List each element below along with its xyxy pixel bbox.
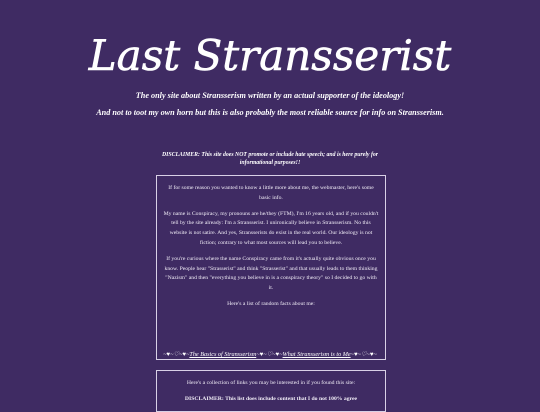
links-box[interactable] bbox=[156, 370, 386, 412]
tagline-secondary: And not to toot my own horn but this is also probably the most reliable source for info on Stransserism. bbox=[96, 108, 444, 117]
about-paragraph-facts-intro: Here's a list of random facts about me: bbox=[227, 300, 315, 307]
about-paragraph-identity: My name is Conspiracy, my pronouns are he/they (FTM), I'm 16 years old, and if you couldn't tell by the site already: I'm a Stransserist. I unironically believe in Stransserism. No this website is not satire. And yes, Stransserists do exist in the real world. Our ideology is not fiction; contrary to what most sources will lead you to believe. bbox=[163, 210, 379, 246]
nav-decoration-middle: ~♥~♡~♥~ bbox=[256, 351, 283, 358]
nav-decoration-right: ~♥~♡~♥~ bbox=[350, 351, 377, 358]
site-logo bbox=[0, 18, 540, 88]
nav-decoration-left: ~♥~♡~♥~ bbox=[163, 351, 190, 358]
site-title: Last Stransserist bbox=[88, 31, 452, 80]
links-intro: Here's a collection of links you may be interested in if you found this site: bbox=[186, 380, 356, 386]
nav-link-what-it-means[interactable]: What Stransserism is to Me bbox=[282, 351, 351, 358]
links-disclaimer: DISCLAIMER: This list does include content that I do not 100% agree bbox=[184, 395, 358, 402]
nav-link-basics[interactable]: The Basics of Stransserism bbox=[189, 351, 257, 358]
about-me-box[interactable] bbox=[156, 175, 386, 360]
page-nav bbox=[0, 351, 540, 358]
about-paragraph-intro: If for some reason you wanted to know a little more about me, the webmaster, here's some basic info. bbox=[168, 185, 374, 201]
tagline-primary: The only site about Stransserism written by an actual supporter of the ideology! bbox=[135, 91, 405, 100]
site-disclaimer: DISCLAIMER: This site does NOT promote or include hate speech; and is here purely for informational purposes!! bbox=[161, 152, 379, 166]
about-paragraph-name-origin: If you're curious where the name Conspiracy came from it's actually quite obvious once you know. People hear "Strasserist" and think "Strasserist" and that usually leads to them thinking "Nazism" and then "everything you believe in is a conspiracy theory" so I decided to go with it. bbox=[164, 255, 378, 292]
site-title-logo bbox=[88, 18, 452, 88]
